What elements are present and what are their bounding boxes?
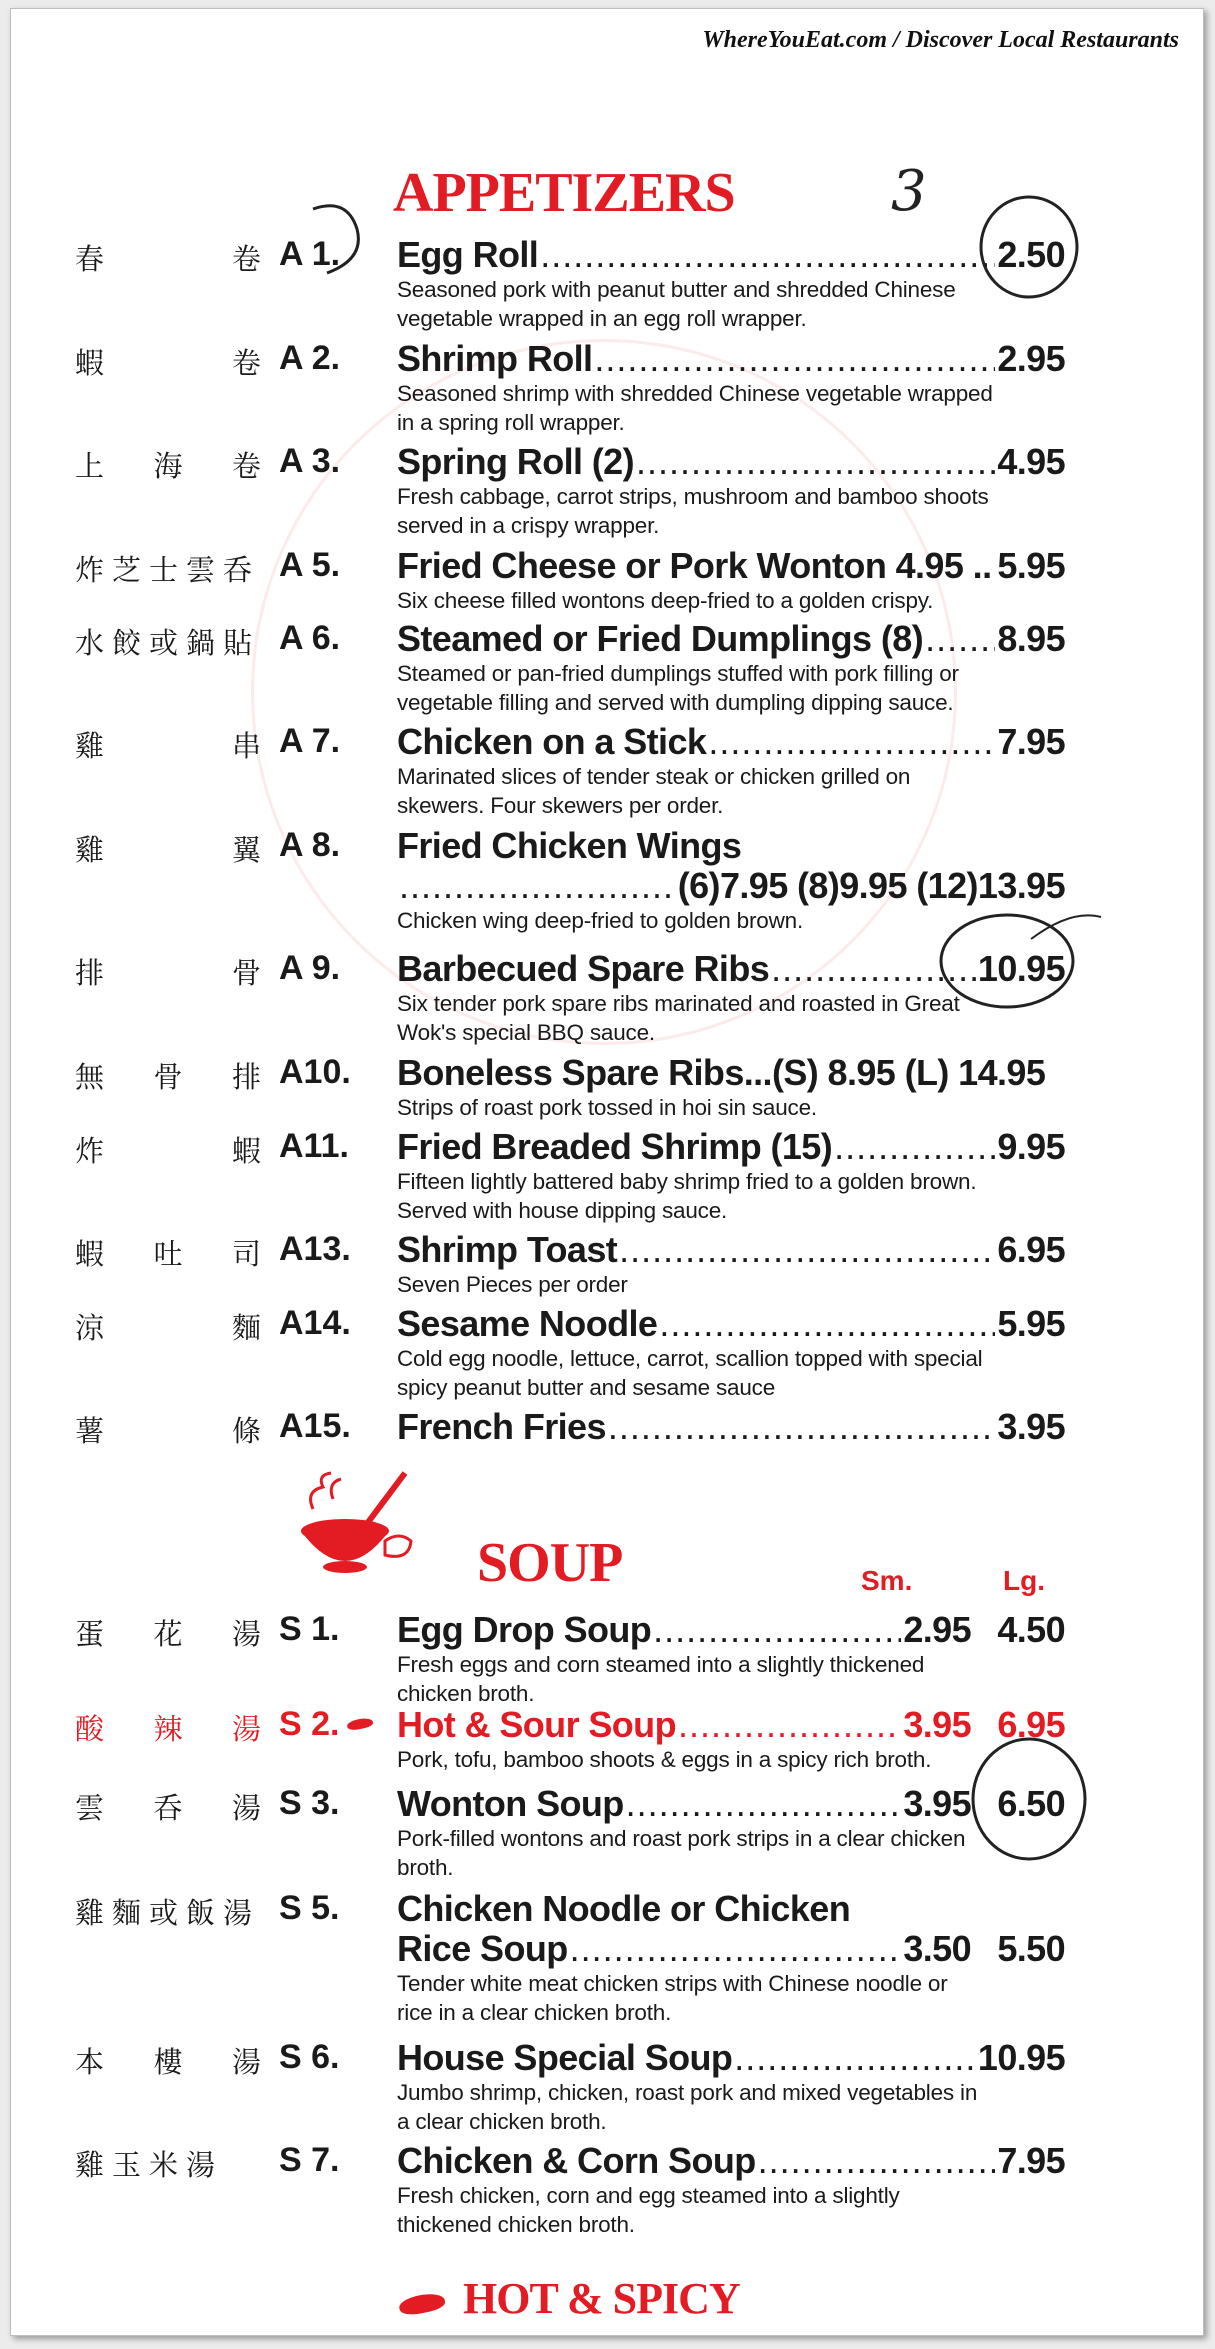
item-description: Strips of roast pork tossed in hoi sin sauce. <box>397 1095 817 1120</box>
menu-page <box>10 8 1204 2336</box>
item-description: rice in a clear chicken broth. <box>397 2000 672 2025</box>
item-description: Pork-filled wontons and roast pork strips in a clear chicken <box>397 1826 966 1851</box>
chinese-char: 湯 <box>231 1712 261 1746</box>
item-code: S 2. <box>279 1705 340 1743</box>
item-description: Wok's special BBQ sauce. <box>397 1020 655 1045</box>
chinese-char: 花 <box>153 1617 183 1651</box>
chinese-char: 蝦 <box>75 1237 105 1271</box>
item-description: Six cheese filled wontons deep-fried to a golden crispy. <box>397 588 934 613</box>
item-price: 4.95 <box>997 441 1065 482</box>
handwritten-note: 3 <box>891 159 927 224</box>
item-description: Tender white meat chicken strips with Chinese noodle or <box>397 1971 948 1996</box>
chinese-char: 海 <box>153 449 183 483</box>
item-name: House Special Soup <box>397 2037 733 2078</box>
item-name: Fried Cheese or Pork Wonton 4.95 .. <box>397 545 992 586</box>
item-price-small: 2.95 <box>903 1609 971 1650</box>
item-name: Egg Roll <box>397 234 539 275</box>
item-description: served in a crispy wrapper. <box>397 513 660 538</box>
chinese-char: 炸芝士雲呑 <box>75 553 261 587</box>
item-price: 6.95 <box>997 1229 1065 1270</box>
chinese-char: 蛋 <box>75 1617 105 1651</box>
item-description: Fresh eggs and corn steamed into a slightly thickened <box>397 1652 925 1677</box>
item-code: A 8. <box>279 826 341 864</box>
item-description: Six tender pork spare ribs marinated and roasted in Great <box>397 991 960 1016</box>
chinese-char: 雲 <box>75 1791 105 1825</box>
item-price: 3.95 <box>997 1406 1065 1447</box>
chinese-char: 串 <box>231 729 261 763</box>
item-description: thickened chicken broth. <box>397 2212 635 2237</box>
chinese-char: 無 <box>75 1060 105 1094</box>
item-name: Barbecued Spare Ribs <box>397 948 770 989</box>
chinese-char: 吐 <box>153 1237 183 1271</box>
item-code: A13. <box>279 1230 351 1268</box>
item-description: Seven Pieces per order <box>397 1272 628 1297</box>
item-price: 9.95 <box>997 1126 1065 1167</box>
item-code: S 6. <box>279 2038 340 2076</box>
chinese-char: 蝦 <box>75 346 105 380</box>
item-price-large: 6.50 <box>997 1783 1065 1824</box>
item-name: Chicken on a Stick <box>397 721 707 762</box>
item-description: Fresh chicken, corn and egg steamed into a slightly <box>397 2183 900 2208</box>
chinese-char: 呑 <box>153 1791 183 1825</box>
chinese-char: 辣 <box>153 1712 183 1746</box>
item-price: 7.95 <box>997 2140 1065 2181</box>
item-code: A 5. <box>279 546 341 584</box>
item-price-large: 4.50 <box>997 1609 1065 1650</box>
item-price-large: 6.95 <box>997 1704 1065 1745</box>
item-name: French Fries <box>397 1406 606 1447</box>
item-code: S 7. <box>279 2141 340 2179</box>
item-description: broth. <box>397 1855 454 1880</box>
item-name: Shrimp Roll <box>397 338 593 379</box>
item-name: Egg Drop Soup <box>397 1609 652 1650</box>
item-description: Steamed or pan-fried dumplings stuffed with pork filling or <box>397 661 959 686</box>
item-description: Chicken wing deep-fried to golden brown. <box>397 908 803 933</box>
chinese-char: 涼 <box>75 1311 105 1345</box>
item-name: Hot & Sour Soup <box>397 1704 676 1745</box>
item-price: 2.50 <box>997 234 1065 275</box>
chinese-char: 骨 <box>231 956 261 990</box>
item-description: a clear chicken broth. <box>397 2109 607 2134</box>
chinese-char: 本 <box>75 2045 105 2079</box>
chinese-char: 上 <box>75 449 105 483</box>
chinese-char: 雞 <box>75 833 105 867</box>
item-price-small: 3.95 <box>903 1783 971 1824</box>
item-code: S 5. <box>279 1889 340 1927</box>
item-code: A 6. <box>279 619 341 657</box>
item-price: 5.95 <box>997 545 1065 586</box>
item-price-large: 5.50 <box>997 1928 1065 1969</box>
chinese-char: 條 <box>231 1414 261 1448</box>
chinese-char: 司 <box>231 1237 261 1271</box>
item-code: A15. <box>279 1407 351 1445</box>
item-code: A14. <box>279 1304 351 1342</box>
chinese-char: 麵 <box>231 1311 261 1345</box>
item-price: 10.95 <box>977 2037 1065 2078</box>
item-name: Fried Breaded Shrimp (15) <box>397 1126 833 1167</box>
item-description: vegetable filling and served with dumpling dipping sauce. <box>397 690 954 715</box>
item-price: 5.95 <box>997 1303 1065 1344</box>
chinese-char: 湯 <box>231 1617 261 1651</box>
chinese-char: 湯 <box>231 1791 261 1825</box>
item-description: Cold egg noodle, lettuce, carrot, scallion topped with special <box>397 1346 983 1371</box>
item-price: 7.95 <box>997 721 1065 762</box>
item-description: spicy peanut butter and sesame sauce <box>397 1375 776 1400</box>
chinese-char: 雞 <box>75 729 105 763</box>
item-description: skewers. Four skewers per order. <box>397 793 724 818</box>
item-name: Fried Chicken Wings <box>397 825 742 866</box>
item-name: Wonton Soup <box>397 1783 624 1824</box>
item-price: 2.95 <box>997 338 1065 379</box>
chinese-char: 春 <box>75 242 105 276</box>
chinese-char: 雞麵或飯湯 <box>75 1896 261 1930</box>
item-description: Fifteen lightly battered baby shrimp fried to a golden brown. <box>397 1169 977 1194</box>
item-price: 10.95 <box>977 948 1065 989</box>
item-name: Chicken & Corn Soup <box>397 2140 756 2181</box>
item-price: (6)7.95 (8)9.95 (12)13.95 <box>677 865 1065 906</box>
item-description: Fresh cabbage, carrot strips, mushroom and bamboo shoots <box>397 484 989 509</box>
item-code: S 3. <box>279 1784 340 1822</box>
item-code: A 1. <box>279 235 341 273</box>
hot-spicy-title: HOT & SPICY <box>463 2274 740 2323</box>
item-description: Pork, tofu, bamboo shoots & eggs in a spicy rich broth. <box>397 1747 932 1772</box>
item-code: S 1. <box>279 1610 340 1648</box>
site-watermark: WhereYouEat.com / Discover Local Restaurants <box>702 27 1179 53</box>
item-code: A10. <box>279 1053 351 1091</box>
item-price: 8.95 <box>997 618 1065 659</box>
chinese-char: 水餃或鍋貼 <box>75 626 261 660</box>
item-description: Marinated slices of tender steak or chicken grilled on <box>397 764 911 789</box>
item-description: vegetable wrapped in an egg roll wrapper. <box>397 306 807 331</box>
item-code: A 3. <box>279 442 341 480</box>
item-description: chicken broth. <box>397 1681 535 1706</box>
soup-large-header: Lg. <box>1003 1565 1045 1596</box>
soup-title: SOUP <box>477 1532 623 1594</box>
item-name: Sesame Noodle <box>397 1303 658 1344</box>
chinese-char: 薯 <box>75 1414 105 1448</box>
chinese-char: 雞玉米湯 <box>75 2148 224 2182</box>
appetizers-title: APPETIZERS <box>393 162 735 224</box>
item-description: Seasoned shrimp with shredded Chinese vegetable wrapped <box>397 381 993 406</box>
item-description: in a spring roll wrapper. <box>397 410 625 435</box>
chinese-char: 酸 <box>75 1712 105 1746</box>
chinese-char: 蝦 <box>231 1134 261 1168</box>
item-name: Spring Roll (2) <box>397 441 634 482</box>
item-description: Served with house dipping sauce. <box>397 1198 728 1223</box>
item-name: Chicken Noodle or Chicken <box>397 1888 851 1929</box>
chinese-char: 樓 <box>153 2045 183 2079</box>
item-code: A 2. <box>279 339 341 377</box>
item-name: Boneless Spare Ribs...(S) 8.95 (L) 14.95 <box>397 1052 1046 1093</box>
chinese-char: 卷 <box>231 346 261 380</box>
chinese-char: 卷 <box>231 242 261 276</box>
item-code: A11. <box>279 1127 349 1165</box>
item-code: A 7. <box>279 722 341 760</box>
chinese-char: 骨 <box>153 1060 183 1094</box>
soup-small-header: Sm. <box>861 1565 913 1596</box>
item-description: Jumbo shrimp, chicken, roast pork and mixed vegetables in <box>397 2080 978 2105</box>
chinese-char: 排 <box>231 1060 261 1094</box>
chinese-char: 翼 <box>231 833 261 867</box>
item-description: Seasoned pork with peanut butter and shredded Chinese <box>397 277 956 302</box>
item-price-small: 3.50 <box>903 1928 971 1969</box>
chinese-char: 湯 <box>231 2045 261 2079</box>
chinese-char: 卷 <box>231 449 261 483</box>
item-name: Rice Soup <box>397 1928 568 1969</box>
chinese-char: 排 <box>75 956 105 990</box>
item-code: A 9. <box>279 949 341 987</box>
item-name: Steamed or Fried Dumplings (8) <box>397 618 924 659</box>
item-price-small: 3.95 <box>903 1704 971 1745</box>
chinese-char: 炸 <box>75 1134 105 1168</box>
handwritten-circles <box>11 9 1203 2335</box>
item-name: Shrimp Toast <box>397 1229 618 1270</box>
